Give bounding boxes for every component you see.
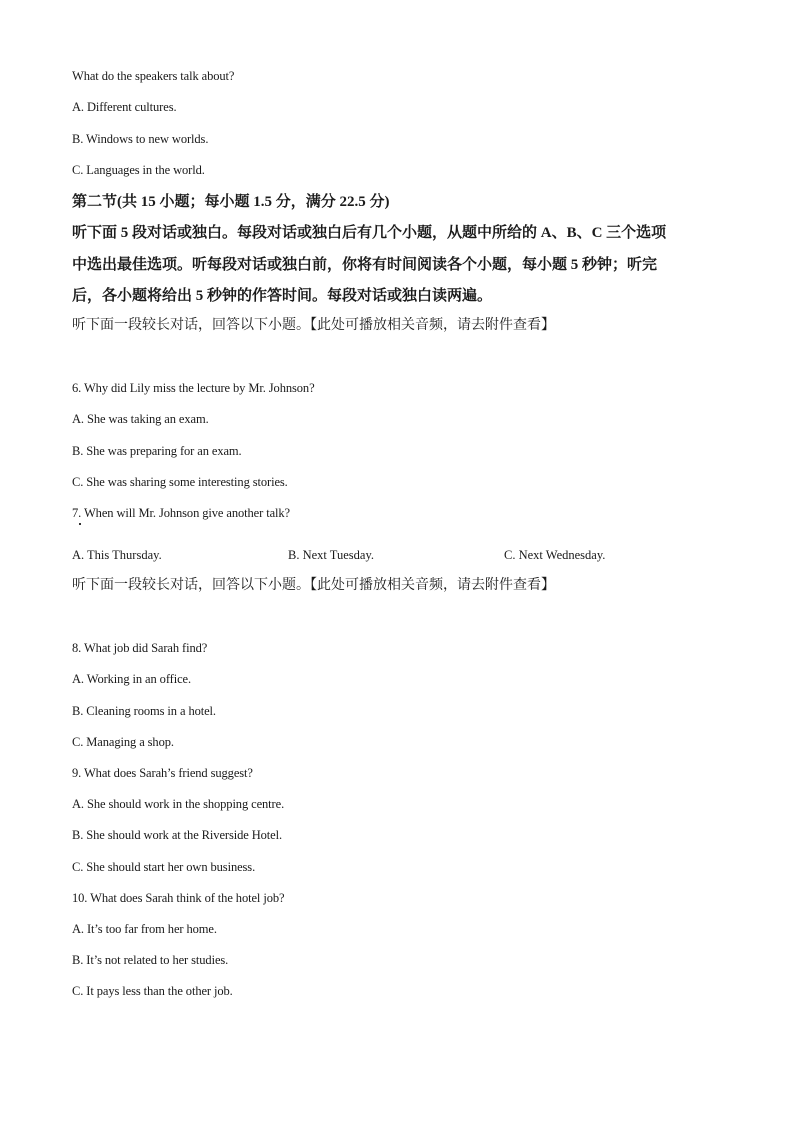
q9-option-c: C. She should start her own business. [72, 860, 256, 874]
section-instructions-line-3: 后，各小题将给出 5 秒钟的作答时间。每段对话或独白读两遍。 [72, 288, 493, 304]
section-instructions-line-2: 中选出最佳选项。听每段对话或独白前，你将有时间阅读各个小题，每小题 5 秒钟；听完 [72, 257, 658, 273]
q9-option-b: B. She should work at the Riverside Hotel. [72, 828, 283, 842]
q7-option-b: B. Next Tuesday. [288, 548, 375, 562]
q6-option-b: B. She was preparing for an exam. [72, 444, 242, 458]
section-instructions-line-1: 听下面 5 段对话或独白。每段对话或独白后有几个小题，从题中所给的 A、B、C 三个选项 [72, 225, 667, 241]
q6-option-a: A. She was taking an exam. [72, 412, 209, 426]
q5-stem: What do the speakers talk about? [72, 69, 235, 83]
q7-options-row [72, 547, 692, 563]
q8-stem: 8. What job did Sarah find? [72, 641, 208, 655]
q5-option-c: C. Languages in the world. [72, 163, 205, 177]
q5-option-a: A. Different cultures. [72, 100, 177, 114]
q7-stem: 7. When will Mr. Johnson give another talk? [72, 506, 291, 520]
q8-option-a: A. Working in an office. [72, 672, 192, 686]
q6-stem: 6. Why did Lily miss the lecture by Mr. Johnson? [72, 381, 315, 395]
q8-option-c: C. Managing a shop. [72, 735, 174, 749]
q8-option-b: B. Cleaning rooms in a hotel. [72, 704, 216, 718]
q10-option-b: B. It’s not related to her studies. [72, 953, 229, 967]
q5-option-b: B. Windows to new worlds. [72, 132, 209, 146]
q9-option-a: A. She should work in the shopping centre. [72, 797, 285, 811]
q7-option-a: A. This Thursday. [72, 548, 162, 562]
dialog2-audio-note: 听下面一段较长对话，回答以下小题。【此处可播放相关音频，请去附件查看】 [72, 578, 555, 593]
q10-option-a: A. It’s too far from her home. [72, 922, 217, 936]
q6-option-c: C. She was sharing some interesting stories. [72, 475, 288, 489]
stray-dot-mark [79, 523, 81, 525]
q10-option-c: C. It pays less than the other job. [72, 984, 233, 998]
q10-stem: 10. What does Sarah think of the hotel job? [72, 891, 285, 905]
section-title: 第二节(共 15 小题；每小题 1.5 分，满分 22.5 分) [72, 194, 390, 210]
q7-option-c: C. Next Wednesday. [504, 548, 606, 562]
q9-stem: 9. What does Sarah’s friend suggest? [72, 766, 253, 780]
dialog1-audio-note: 听下面一段较长对话，回答以下小题。【此处可播放相关音频，请去附件查看】 [72, 318, 555, 333]
